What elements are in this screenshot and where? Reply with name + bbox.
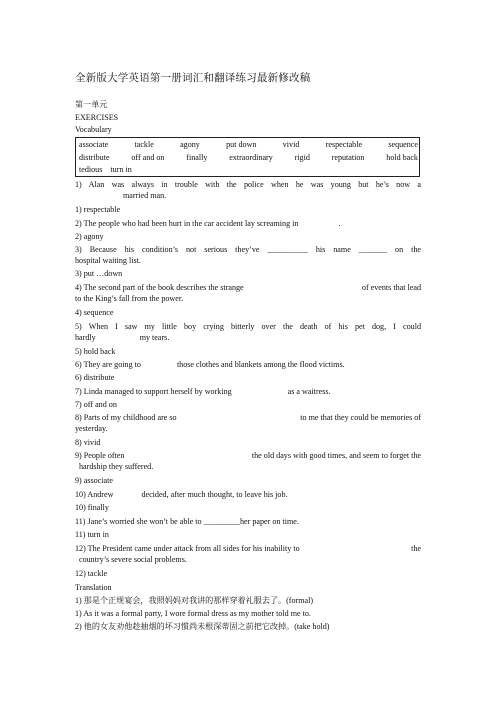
translation-1-answer: 1) As it was a formal party, I wore formal dress as my mother told me to. (75, 609, 311, 618)
question-9 (75, 451, 421, 461)
question-4-text-2: of events that lead (361, 283, 421, 292)
question-12-text: 12) The President came under attack from all sides for his inability to (75, 544, 300, 553)
answer-3: 3) put …down (75, 269, 123, 278)
answer-8: 8) vivid (75, 438, 101, 447)
question-8 (75, 413, 421, 423)
answer-2: 2) agony (75, 232, 104, 241)
question-4-text: 4) The second part of the book describes the strange (75, 283, 244, 292)
exercises-heading: EXERCISES (75, 113, 119, 122)
answer-12: 12) tackle (75, 569, 108, 578)
unit-heading: 第一单元 (75, 100, 108, 109)
question-7-text: 7) Linda managed to support herself by working (75, 387, 232, 396)
answer-6: 6) distribute (75, 373, 115, 382)
word-bank-item: agony (180, 140, 200, 149)
word-bank-item: finally (186, 153, 208, 162)
question-8-text: 8) Parts of my childhood are so (75, 413, 177, 422)
answer-4: 4) sequence (75, 308, 114, 317)
question-2-text: 2) The people who had been hurt in the car accident lay screaming in (75, 219, 299, 228)
answer-9: 9) associate (75, 476, 113, 485)
question-5-word: hardly (75, 333, 96, 342)
question-6 (75, 360, 421, 370)
translation-heading: Translation (75, 583, 112, 592)
translation-2-question: 2) 他的女友劝他趁抽烟的坏习惯尚未根深蒂固之前把它改掉。(take hold) (75, 622, 330, 631)
question-6-end: those clothes and blankets among the flood victims. (176, 360, 345, 369)
question-3: 3) Because his condition’s not serious they’ve __________ his name _______ on the (75, 245, 421, 254)
question-3-cont: hospital waiting list. (75, 256, 141, 265)
word-bank-item: rigid (294, 153, 310, 162)
question-9-cont: hardship they suffered. (79, 462, 154, 471)
word-bank-item: vivid (282, 140, 300, 149)
question-4 (75, 283, 421, 293)
question-5-end: my tears. (139, 333, 170, 342)
question-7-end: as a waitress. (287, 387, 331, 396)
question-5: 5) When I saw my little boy crying bitterly over the death of his pet dog, I could (75, 322, 421, 331)
translation-1-question: 1) 那是个正规宴会，我照妈妈对我讲的那样穿着礼服去了。(formal) (75, 596, 314, 605)
question-10-end: decided, after much thought, to leave his job. (141, 490, 288, 499)
question-1: 1) Alan was always in trouble with the police when he was young but he’s now a (75, 180, 421, 189)
answer-7: 7) off and on (75, 400, 117, 409)
question-5-cont (75, 333, 421, 343)
question-12-text-2: the (411, 544, 421, 553)
question-4-cont: to the King’s fall from the power. (75, 294, 184, 303)
word-bank-item: hold back (386, 153, 418, 162)
question-9-text-2: the old days with good times, and seem to forget the (251, 451, 421, 460)
word-bank-item: sequence (388, 140, 418, 149)
question-8-cont: yesterday. (75, 424, 108, 433)
answer-1: 1) respectable (75, 205, 121, 214)
document-title: 全新版大学英语第一册词汇和翻译练习最新修改稿 (75, 73, 311, 84)
question-10-text: 10) Andrew (75, 490, 114, 499)
word-bank-item: off and on (131, 153, 165, 162)
vocabulary-heading: Vocabulary (75, 125, 112, 134)
word-bank-row-2 (76, 153, 421, 163)
word-bank-item: turn in (110, 165, 132, 174)
question-8-text-2: to me that they could be memories of (300, 413, 421, 422)
word-bank-item: tedious (79, 165, 103, 174)
word-bank-item: distribute (79, 153, 110, 162)
word-bank-box (75, 137, 420, 177)
question-2-end: . (338, 219, 341, 228)
word-bank-item: respectable (325, 140, 363, 149)
question-12 (75, 544, 421, 554)
word-bank-item: tackle (134, 140, 154, 149)
word-bank-row-3 (76, 165, 421, 175)
word-bank-row-1 (76, 140, 421, 150)
question-2 (75, 219, 421, 229)
answer-11: 11) turn in (75, 530, 109, 539)
question-10 (75, 490, 421, 500)
question-6-text: 6) They are going to (75, 360, 141, 369)
word-bank-item: put down (226, 140, 257, 149)
question-7 (75, 387, 421, 397)
word-bank-item: reputation (331, 153, 365, 162)
question-12-cont: country’s severe social problems. (79, 555, 187, 564)
question-9-text: 9) People often (75, 451, 125, 460)
question-1-cont: married man. (123, 191, 167, 200)
word-bank-item: extraordinary (229, 153, 273, 162)
answer-10: 10) finally (75, 503, 109, 512)
answer-5: 5) hold back (75, 347, 116, 356)
word-bank-item: associate (79, 140, 109, 149)
question-11: 11) Jane’s worried she won’t be able to _________her paper on time. (75, 517, 299, 526)
